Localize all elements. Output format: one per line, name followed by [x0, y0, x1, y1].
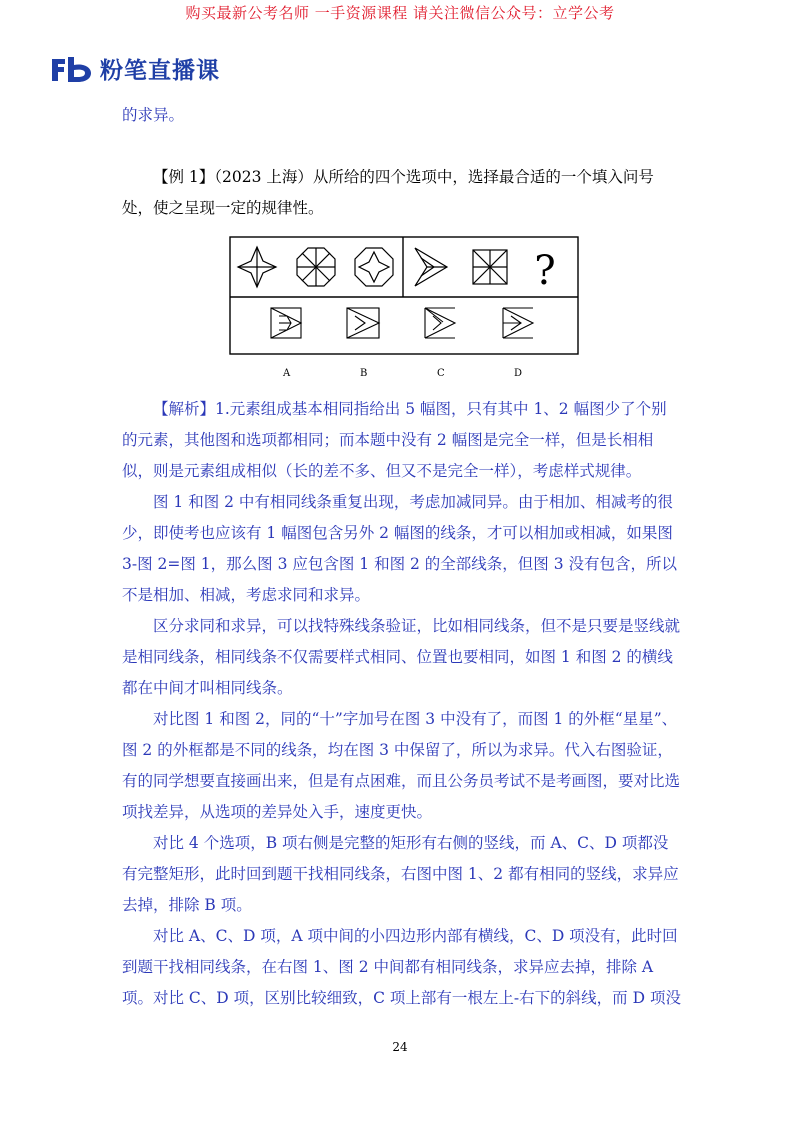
star-figure-1 — [238, 247, 276, 287]
square-grid-figure-5 — [473, 250, 507, 284]
analysis-p3: 区分求同和求异，可以找特殊线条验证，比如相同线条，但不是只要是竖线就是相同线条，相同线条不仅需要样式相同、位置也要相同，如图 1 和图 2 的横线都在中间才叫相同线条。 — [122, 617, 681, 697]
analysis-p5: 对比 4 个选项，B 项右侧是完整的矩形有右侧的竖线，而 A、C、D 项都没有完整矩形，此时回到题干找相同线条，右图中图 1、2 都有相同的竖线，求异应去掉，排除 B 项。 — [122, 834, 679, 914]
option-label-c: C — [437, 368, 445, 379]
option-d-figure — [503, 308, 533, 338]
fb-logo-icon — [50, 55, 94, 83]
example-tag: 【例 1】 — [153, 168, 215, 186]
analysis-p1: 【解析】1.元素组成基本相同指给出 5 幅图，只有其中 1、2 幅图少了个别的元素，其他图和选项都相同；而本题中没有 2 幅图是完全一样，但是长相相似，则是元素组成相似（长的差不多、但又不是完全一样），考虑样式规律。 — [122, 400, 667, 480]
analysis-tag: 【解析】 — [153, 400, 216, 418]
question-mark: ? — [534, 248, 556, 294]
option-a-figure — [271, 308, 301, 338]
analysis-p6: 对比 A、C、D 项，A 项中间的小四边形内部有横线，C、D 项没有，此时回到题干找相同线条，在右图 1、图 2 中间都有相同线条，求异应去掉，排除 A 项。 — [122, 927, 678, 1007]
option-label-a: A — [283, 368, 291, 379]
example-body: （2023 上海）从所给的四个选项中，选择最合适的一个填入问号处，使之呈现一定的规律性。 — [122, 168, 654, 217]
option-label-b: B — [360, 368, 368, 379]
top-banner: 购买最新公考名师 一手资源课程 请关注微信公众号：立学公考 — [185, 4, 615, 22]
option-b-figure — [347, 308, 379, 338]
analysis-p7: 对比 C、D 项，区别比较细致，C 项上部有一根左上-右下的斜线，而 D 项没 — [153, 989, 681, 1007]
page-number: 24 — [392, 1040, 408, 1054]
option-label-d: D — [514, 368, 523, 379]
intro-tail: 的求异。 — [122, 106, 185, 124]
analysis-p4: 对比图 1 和图 2，同的“十”字加号在图 3 中没有了，而图 1 的外框“星星”、图 2 的外框都是不同的线条，均在图 3 中保留了，所以为求异。代入右图验证，有的同学想要直接画出来，但是有点困难，而且公务员考试不是考画图，要对比选项找差异，从选项的差异处入手，速度更快。 — [122, 710, 681, 821]
option-c-figure — [425, 308, 455, 338]
analysis-p2: 图 1 和图 2 中有相同线条重复出现，考虑加减同异。由于相加、相减考的很少，即使考也应该有 1 幅图包含另外 2 幅图的线条，才可以相加或相减，如果图 3-图 2=图 1，那么图 3 应包含图 1 和图 2 的全部线条，但图 3 没有包含，所以不是相加、相减，考虑求同和求异。 — [122, 493, 678, 604]
question-figure — [229, 236, 579, 356]
octagon-figure-2 — [297, 248, 335, 286]
chevron-figure-4 — [415, 248, 447, 286]
brand-logo — [50, 52, 220, 85]
example-question — [122, 162, 682, 224]
logo-text: 粉笔直播课 — [100, 58, 220, 84]
octagon-star-figure-3 — [355, 248, 393, 286]
